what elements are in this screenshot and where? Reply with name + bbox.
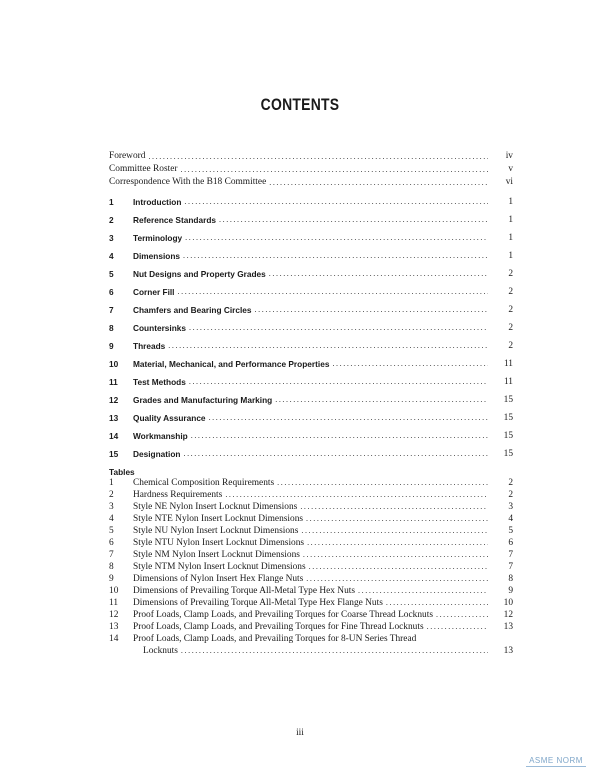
toc-section-entry[interactable]: [109, 193, 513, 211]
dot-leader: [306, 513, 488, 525]
toc-section-entry[interactable]: [109, 229, 513, 247]
section-page: 1: [508, 215, 513, 225]
section-number: 11: [109, 377, 118, 387]
section-number: 3: [109, 233, 114, 243]
dot-leader: [269, 265, 488, 283]
dot-leader: [148, 150, 488, 163]
toc-section-entry[interactable]: [109, 373, 513, 391]
toc-table-entry[interactable]: [109, 489, 513, 501]
watermark-text: ASME NORM: [529, 756, 583, 765]
dot-leader: [209, 409, 488, 427]
table-page: 2: [508, 490, 513, 500]
toc-table-entry[interactable]: [109, 585, 513, 597]
dot-leader: [181, 645, 488, 657]
table-label: Style NTM Nylon Insert Locknut Dimensions: [133, 562, 306, 572]
dot-leader: [191, 427, 488, 445]
table-page: 6: [508, 538, 513, 548]
toc-section-entry[interactable]: [109, 427, 513, 445]
dot-leader: [255, 301, 488, 319]
toc-section-entry[interactable]: [109, 319, 513, 337]
dot-leader: [168, 337, 488, 355]
dot-leader: [436, 609, 488, 621]
section-page: 1: [508, 233, 513, 243]
dot-leader: [386, 597, 488, 609]
toc-table-entry-continued[interactable]: [109, 645, 513, 657]
table-label: Proof Loads, Clamp Loads, and Prevailing Torques for Coarse Thread Locknuts: [133, 610, 433, 620]
toc-entry[interactable]: [109, 150, 513, 163]
table-number: 10: [109, 586, 119, 596]
front-matter-list: [109, 150, 513, 189]
table-number: 14: [109, 634, 119, 644]
table-number: 8: [109, 562, 114, 572]
table-label: Hardness Requirements: [133, 490, 223, 500]
toc-table-entry[interactable]: [109, 525, 513, 537]
section-number: 5: [109, 269, 114, 279]
table-number: 4: [109, 514, 114, 524]
section-page: 2: [508, 269, 513, 279]
dot-leader: [178, 283, 489, 301]
section-number: 6: [109, 287, 114, 297]
table-page: 4: [508, 514, 513, 524]
section-page: 1: [508, 197, 513, 207]
section-page: 11: [503, 377, 513, 387]
section-number: 4: [109, 251, 114, 261]
toc-table-entry[interactable]: [109, 549, 513, 561]
entry-page: v: [508, 164, 513, 174]
dot-leader: [332, 355, 488, 373]
table-page: 2: [508, 478, 513, 488]
table-label: Dimensions of Prevailing Torque All-Metal Type Hex Flange Nuts: [133, 598, 383, 608]
toc-section-entry[interactable]: [109, 283, 513, 301]
dot-leader: [303, 549, 488, 561]
toc-section-entry[interactable]: [109, 391, 513, 409]
section-number: 15: [109, 449, 119, 459]
tables-heading: Tables: [109, 467, 135, 477]
dot-leader: [307, 537, 488, 549]
dot-leader: [269, 176, 488, 189]
table-number: 3: [109, 502, 114, 512]
page-number: iii: [296, 728, 304, 738]
toc-section-entry[interactable]: [109, 301, 513, 319]
toc-table-entry[interactable]: [109, 501, 513, 513]
section-number: 7: [109, 305, 114, 315]
section-number: 8: [109, 323, 114, 333]
dot-leader: [358, 585, 488, 597]
section-page: 1: [508, 251, 513, 261]
toc-section-entry[interactable]: [109, 247, 513, 265]
table-label: Dimensions of Prevailing Torque All-Metal Type Hex Nuts: [133, 586, 356, 596]
table-label: Style NTU Nylon Insert Locknut Dimensions: [133, 538, 305, 548]
table-number: 13: [109, 622, 119, 632]
table-page: 8: [508, 574, 513, 584]
table-label-continued: Locknuts: [143, 646, 178, 656]
dot-leader: [180, 163, 488, 176]
table-page: 10: [503, 598, 513, 608]
dot-leader: [183, 445, 488, 463]
section-label: Material, Mechanical, and Performance Properties: [133, 359, 330, 369]
toc-section-entry[interactable]: [109, 409, 513, 427]
section-page: 15: [503, 431, 513, 441]
dot-leader: [300, 501, 488, 513]
section-number: 9: [109, 341, 114, 351]
section-page: 15: [503, 395, 513, 405]
table-label: Style NU Nylon Insert Locknut Dimensions: [133, 526, 299, 536]
section-page: 2: [508, 341, 513, 351]
entry-page: vi: [505, 177, 513, 187]
toc-table-entry[interactable]: [109, 561, 513, 573]
table-number: 2: [109, 490, 114, 500]
dot-leader: [219, 211, 488, 229]
dot-leader: [183, 247, 488, 265]
section-label: Designation: [133, 449, 181, 459]
dot-leader: [189, 319, 488, 337]
table-number: 1: [109, 478, 114, 488]
section-page: 2: [508, 287, 513, 297]
table-page: 13: [503, 646, 513, 656]
table-number: 9: [109, 574, 114, 584]
table-page: 3: [508, 502, 513, 512]
table-label: Style NTE Nylon Insert Locknut Dimensions: [133, 514, 304, 524]
table-page: 7: [508, 562, 513, 572]
dot-leader: [184, 193, 488, 211]
table-label: Style NM Nylon Insert Locknut Dimensions: [133, 550, 300, 560]
dot-leader: [189, 373, 488, 391]
table-label: Style NE Nylon Insert Locknut Dimensions: [133, 502, 298, 512]
toc-table-entry[interactable]: [109, 573, 513, 585]
table-page: 5: [508, 526, 513, 536]
toc-table-entry[interactable]: [109, 609, 513, 621]
table-label: Proof Loads, Clamp Loads, and Prevailing Torques for Fine Thread Locknuts: [133, 622, 424, 632]
watermark-underline: [526, 766, 586, 767]
section-label: Workmanship: [133, 431, 188, 441]
dot-leader: [277, 477, 488, 489]
table-number: 6: [109, 538, 114, 548]
dot-leader: [275, 391, 488, 409]
table-page: 12: [503, 610, 513, 620]
table-label: Dimensions of Nylon Insert Hex Flange Nuts: [133, 574, 304, 584]
page-title: CONTENTS: [260, 95, 340, 114]
section-number: 14: [109, 431, 119, 441]
toc-table-entry[interactable]: [109, 597, 513, 609]
table-label: Proof Loads, Clamp Loads, and Prevailing Torques for 8-UN Series Thread: [133, 634, 417, 644]
table-number: 12: [109, 610, 119, 620]
section-label: Countersinks: [133, 323, 187, 333]
toc-section-entry[interactable]: [109, 211, 513, 229]
dot-leader: [225, 489, 488, 501]
section-page: 15: [503, 413, 513, 423]
table-of-contents: [109, 150, 513, 657]
section-label: Chamfers and Bearing Circles: [133, 305, 252, 315]
table-label: Chemical Composition Requirements: [133, 478, 275, 488]
section-label: Quality Assurance: [133, 413, 206, 423]
table-number: 5: [109, 526, 114, 536]
section-page: 11: [503, 359, 513, 369]
entry-label: Foreword: [109, 151, 146, 161]
toc-table-entry[interactable]: [109, 633, 513, 645]
section-number: 13: [109, 413, 119, 423]
toc-section-entry[interactable]: [109, 265, 513, 283]
table-number: 11: [109, 598, 119, 608]
table-page: 7: [508, 550, 513, 560]
section-number: 1: [109, 197, 114, 207]
section-label: Introduction: [133, 197, 182, 207]
section-label: Grades and Manufacturing Marking: [133, 395, 273, 405]
section-label: Corner Fill: [133, 287, 175, 297]
section-label: Nut Designs and Property Grades: [133, 269, 266, 279]
section-label: Test Methods: [133, 377, 186, 387]
dot-leader: [427, 621, 488, 633]
entry-label: Correspondence With the B18 Committee: [109, 177, 267, 187]
section-number: 2: [109, 215, 114, 225]
watermark-logo: [520, 750, 592, 770]
toc-section-entry[interactable]: [109, 337, 513, 355]
section-label: Threads: [133, 341, 166, 351]
section-number: 10: [109, 359, 119, 369]
toc-table-entry[interactable]: [109, 477, 513, 489]
toc-entry[interactable]: [109, 163, 513, 176]
toc-section-entry[interactable]: [109, 355, 513, 373]
section-page: 2: [508, 323, 513, 333]
section-number: 12: [109, 395, 119, 405]
section-label: Terminology: [133, 233, 183, 243]
sections-list: [109, 193, 513, 463]
table-page: 9: [508, 586, 513, 596]
dot-leader: [185, 229, 488, 247]
section-page: 2: [508, 305, 513, 315]
dot-leader: [309, 561, 488, 573]
dot-leader: [301, 525, 488, 537]
toc-entry[interactable]: [109, 176, 513, 189]
toc-table-entry[interactable]: [109, 621, 513, 633]
section-label: Reference Standards: [133, 215, 217, 225]
toc-table-entry[interactable]: [109, 537, 513, 549]
section-label: Dimensions: [133, 251, 181, 261]
toc-section-entry[interactable]: [109, 445, 513, 463]
entry-page: iv: [505, 151, 513, 161]
entry-label: Committee Roster: [109, 164, 178, 174]
table-page: 13: [503, 622, 513, 632]
section-page: 15: [503, 449, 513, 459]
toc-table-entry[interactable]: [109, 513, 513, 525]
tables-list: [109, 477, 513, 657]
table-number: 7: [109, 550, 114, 560]
dot-leader: [306, 573, 488, 585]
